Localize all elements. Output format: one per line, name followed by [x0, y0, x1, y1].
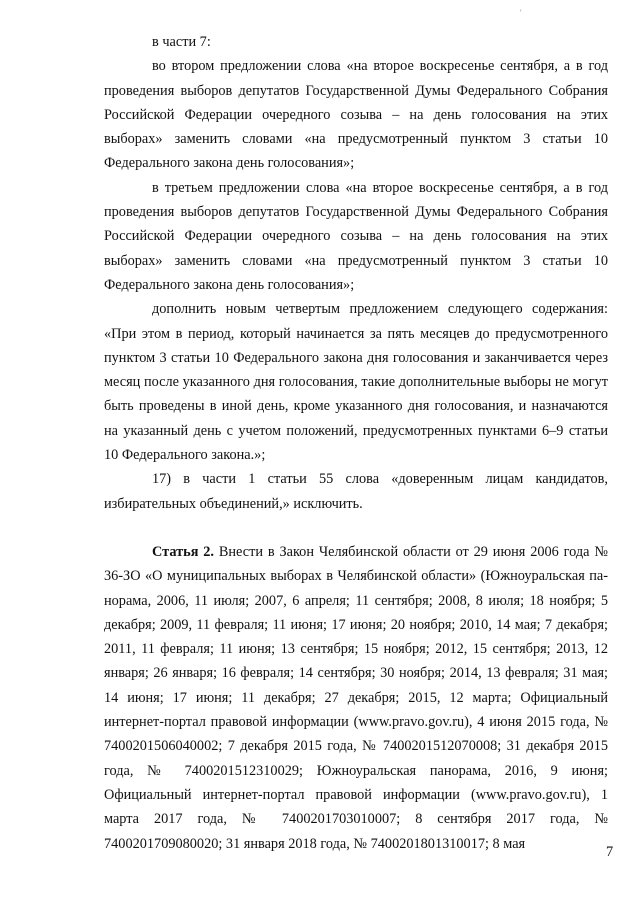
scan-mark: ': [520, 8, 522, 18]
paragraph-second-sentence: во втором предложении слова «на второе воскресенье сентября, а в год проведения выборов депутатов Государственной Думы Федерального Собрания Российской Федерации очередного созыва – на день голосования на этих выборах» заменить словами «на предусмотренный пунктом 3 статьи 10 Федерального закона день голосования»;: [104, 58, 608, 172]
paragraph-fourth-sentence: дополнить новым четвертым предложением следующего содержания: «При этом в период, который начинается за пять месяцев до предусмотренного пунктом 3 статьи 10 Федерального закона дня голосования и заканчивается через месяц после указанного дня голосования, такие дополнительные выборы не могут быть проведены в иной день, кроме указанного дня голосования, и назначаются на указанный день с учетом положений, предусмотренных пунктами 6–9 статьи 10 Федерального закона.»;: [104, 301, 608, 464]
article-2-text: Внести в Закон Челябинской области от 29 июня 2006 года № 36-ЗО «О муниципальных выборах в Челябинской области» (Южноуральская панорама, 2006, 11 июля; 2007, 6 апреля; 11 сентября; 2008, 8 июля; 18 ноября; 5 декабря; 2009, 11 февраля; 11 июня; 17 июня; 20 ноября; 2010, 14 мая; 7 декабря; 2011, 11 февраля; 11 июня; 13 сентября; 15 ноября; 2012, 15 сентября; 2013, 12 января; 26 января; 16 февраля; 14 сентября; 30 ноября; 2014, 13 февраля; 31 мая; 14 июня; 17 июня; 11 декабря; 27 декабря; 2015, 12 марта; Официальный интернет-портал правовой информации (www.pravo.gov.ru), 4 июня 2015 года, № 7400201506040002; 7 декабря 2015 года, № 7400201512070008; 31 декабря 2015 года, № 7400201512310029; Южноуральская панорама, 2016, 9 июня; Официальный интернет-портал правовой информации (www.pravo.gov.ru), 1 марта 2017 года, № 7400201703010007; 8 сентября 2017 года, № 7400201709080020; 31 января 2018 года, № 7400201801310017; 8 мая: [104, 543, 608, 852]
document-body: [104, 30, 608, 856]
article-2-paragraph: [104, 540, 608, 856]
paragraph-item-17: 17) в части 1 статьи 55 слова «доверенным лицам кандидатов, избирательных объединений,» исключить.: [104, 471, 608, 512]
article-2-label: Статья 2.: [152, 543, 215, 560]
paragraph-third-sentence: в третьем предложении слова «на второе воскресенье сентября, а в год проведения выборов депутатов Государственной Думы Федерального Собрания Российской Федерации очередного созыва – на день голосования на этих выборах» заменить словами «на предусмотренный пунктом 3 статьи 10 Федерального закона день голосования»;: [104, 179, 608, 293]
paragraph-in-part-7: в части 7:: [152, 34, 211, 50]
page-number: 7: [606, 844, 614, 860]
